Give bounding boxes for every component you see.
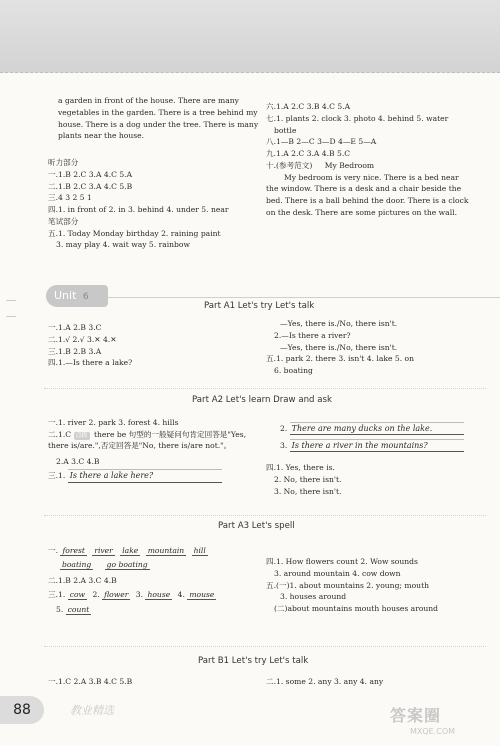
- answer-line: 二.1.√ 2.√ 3.✕ 4.✕: [48, 334, 117, 344]
- part-b1-heading: Part B1 Let's try Let's talk: [198, 656, 309, 666]
- answer-line: (二)about mountains mouth houses around: [274, 604, 439, 614]
- answer-line: —Yes, there is./No, there isn't.: [280, 342, 398, 352]
- handwriting-word: flower: [104, 590, 129, 600]
- item-number: 3.: [135, 590, 144, 600]
- answer-line: 五.1. park 2. there 3. isn't 4. lake 5. on: [266, 354, 415, 364]
- handwriting-word: mouse: [189, 590, 215, 600]
- handwriting-word: cow: [69, 590, 86, 600]
- answer-line: 三.1.: [48, 471, 66, 481]
- handwriting-line: Is there a river in the mountains?: [290, 439, 464, 452]
- answer-line: 3.: [280, 441, 288, 451]
- top-right-answers: [266, 101, 474, 219]
- part-a3-heading: Part A3 Let's spell: [218, 521, 295, 531]
- margin-mark: [6, 316, 16, 317]
- a1-left: [48, 322, 258, 369]
- answer-line: 3. may play 4. wait way 5. rainbow: [56, 240, 190, 250]
- handwriting-word: count: [67, 605, 90, 615]
- answer-line: 2.: [280, 424, 288, 433]
- answer-line: 七.1. plants 2. clock 3. photo 4. behind 5. water: [266, 113, 449, 123]
- a2-left: [48, 417, 260, 483]
- margin-mark: [6, 300, 16, 301]
- hint-tag: 点拨: [75, 431, 88, 439]
- a2-right: [280, 422, 480, 452]
- essay-line: plants near the house.: [58, 131, 145, 141]
- handwriting-word: house: [147, 590, 171, 600]
- answer-line: 一.1.B 2.C 3.A 4.C 5.A: [48, 169, 133, 179]
- section-divider: [44, 388, 486, 389]
- handwriting-word: river: [94, 546, 113, 555]
- handwriting-word: forest: [62, 546, 85, 555]
- handwriting-word: lake: [122, 546, 139, 555]
- a3-left: 一. forest river lake mountain hill boating go boating 二.1.B 2.A 3.C 4.B 三.1. cow 2. flower 3. house 4. mouse 5. count: [48, 545, 263, 616]
- answer-line: 2.A 3.C 4.B: [56, 456, 100, 466]
- answer-line: 三.4 3 2 5 1: [48, 193, 92, 203]
- watermark-logo: 答案圈: [390, 706, 442, 725]
- answer-line: 2.—Is there a river?: [274, 330, 351, 340]
- answer-line: 二.1.B 2.A 3.C 4.B: [48, 575, 117, 585]
- section-divider: [44, 515, 486, 516]
- unit-badge: [46, 285, 108, 307]
- answer-line: 5.: [56, 605, 64, 615]
- answer-line: 三.1.B 2.B 3.A: [48, 346, 102, 356]
- unit-number: 6: [82, 292, 89, 302]
- answer-line: 四.1. Yes, there is.: [266, 463, 335, 472]
- b1-left: [48, 676, 258, 688]
- answer-line: 五.(一)1. about mountains 2. young; mouth: [266, 580, 430, 590]
- unit-divider: [108, 297, 500, 298]
- answer-line: —Yes, there is./No, there isn't.: [280, 319, 398, 328]
- section-title: 笔试部分: [48, 216, 79, 226]
- essay-line: house. There is a dog under the tree. There is many: [58, 119, 259, 129]
- answer-line: bottle: [274, 125, 297, 135]
- essay-title: My Bedroom: [324, 160, 375, 170]
- answer-line: 二.1.B 2.C 3.A 4.C 5.B: [48, 181, 133, 191]
- answer-line: 六.1.A 2.C 3.B 4.C 5.A: [266, 102, 351, 111]
- handwriting-word: boating: [62, 559, 92, 569]
- answer-line: 3. houses around: [280, 592, 347, 602]
- answer-line: 三.1.: [48, 590, 66, 600]
- answer-line: 五.1. Today Monday birthday 2. raining paint: [48, 228, 221, 238]
- part-a1-heading: Part A1 Let's try Let's talk: [204, 301, 315, 311]
- answer-line: 6. boating: [274, 366, 313, 376]
- answer-line: 八.1—B 2—C 3—D 4—E 5—A: [266, 137, 377, 147]
- essay-line: vegetables in the garden. There is a tree behind my: [58, 107, 258, 117]
- answer-line: 2. No, there isn't.: [274, 474, 342, 484]
- answer-line: 二.1.C: [48, 429, 72, 439]
- section-divider: [44, 646, 486, 647]
- a3-right: [266, 556, 481, 615]
- handwriting-word: hill: [193, 546, 206, 555]
- answer-line: 四.1. in front of 2. in 3. behind 4. under 5. near: [48, 205, 229, 215]
- unit-label: Unit: [54, 289, 77, 302]
- answer-line: 十.(参考范文): [266, 160, 313, 170]
- page-number: 88: [0, 696, 44, 724]
- answer-line: 一.1.C 2.A 3.B 4.C 5.B: [48, 677, 133, 686]
- answer-line: 一.1.A 2.B 3.C: [48, 323, 102, 332]
- answer-line: 四.1.—Is there a lake?: [48, 358, 133, 368]
- b1-right: [266, 676, 476, 688]
- answer-line: 九.1.A 2.C 3.A 4.B 5.C: [266, 149, 351, 159]
- answer-line: 一.1. river 2. park 3. forest 4. hills: [48, 418, 179, 427]
- handwriting-word: go boating: [106, 559, 148, 569]
- part-a2-heading: Part A2 Let's learn Draw and ask: [192, 395, 332, 405]
- hint-text: there be 句型的一般疑问句肯定回答是"Yes, there is/are.",否定回答是"No, there is/are not."。: [48, 429, 247, 451]
- top-left-column: [58, 95, 258, 142]
- item-number: 4.: [177, 590, 185, 600]
- essay-paragraph: My bedroom is very nice. There is a bed near the window. There is a desk and a chair beside the bed. There is a ball behind the door. There is a clock on the desk. There are some pictures on the wall.: [266, 172, 469, 217]
- answer-line: 3. No, there isn't.: [274, 486, 342, 496]
- footer-logo-text: 教业精选: [70, 704, 114, 717]
- watermark-url: MXQE.COM: [410, 727, 456, 736]
- handwriting-line: Is there a lake here?: [68, 469, 222, 482]
- essay-line: a garden in front of the house. There are many: [58, 96, 239, 105]
- handwriting-line: There are many ducks on the lake.: [290, 422, 464, 435]
- handwriting-word: mountain: [147, 546, 185, 555]
- a2-right-b: [266, 462, 466, 497]
- top-header-band: [0, 0, 500, 73]
- answer-line: 3. around mountain 4. cow down: [274, 568, 401, 578]
- top-left-answers: [48, 157, 258, 251]
- section-title: 听力部分: [48, 158, 79, 167]
- answer-line: 四.1. How flowers count 2. Wow sounds: [266, 557, 418, 566]
- a1-right: [266, 318, 476, 377]
- item-number: 2.: [92, 590, 100, 600]
- answer-line: 二.1. some 2. any 3. any 4. any: [266, 677, 384, 686]
